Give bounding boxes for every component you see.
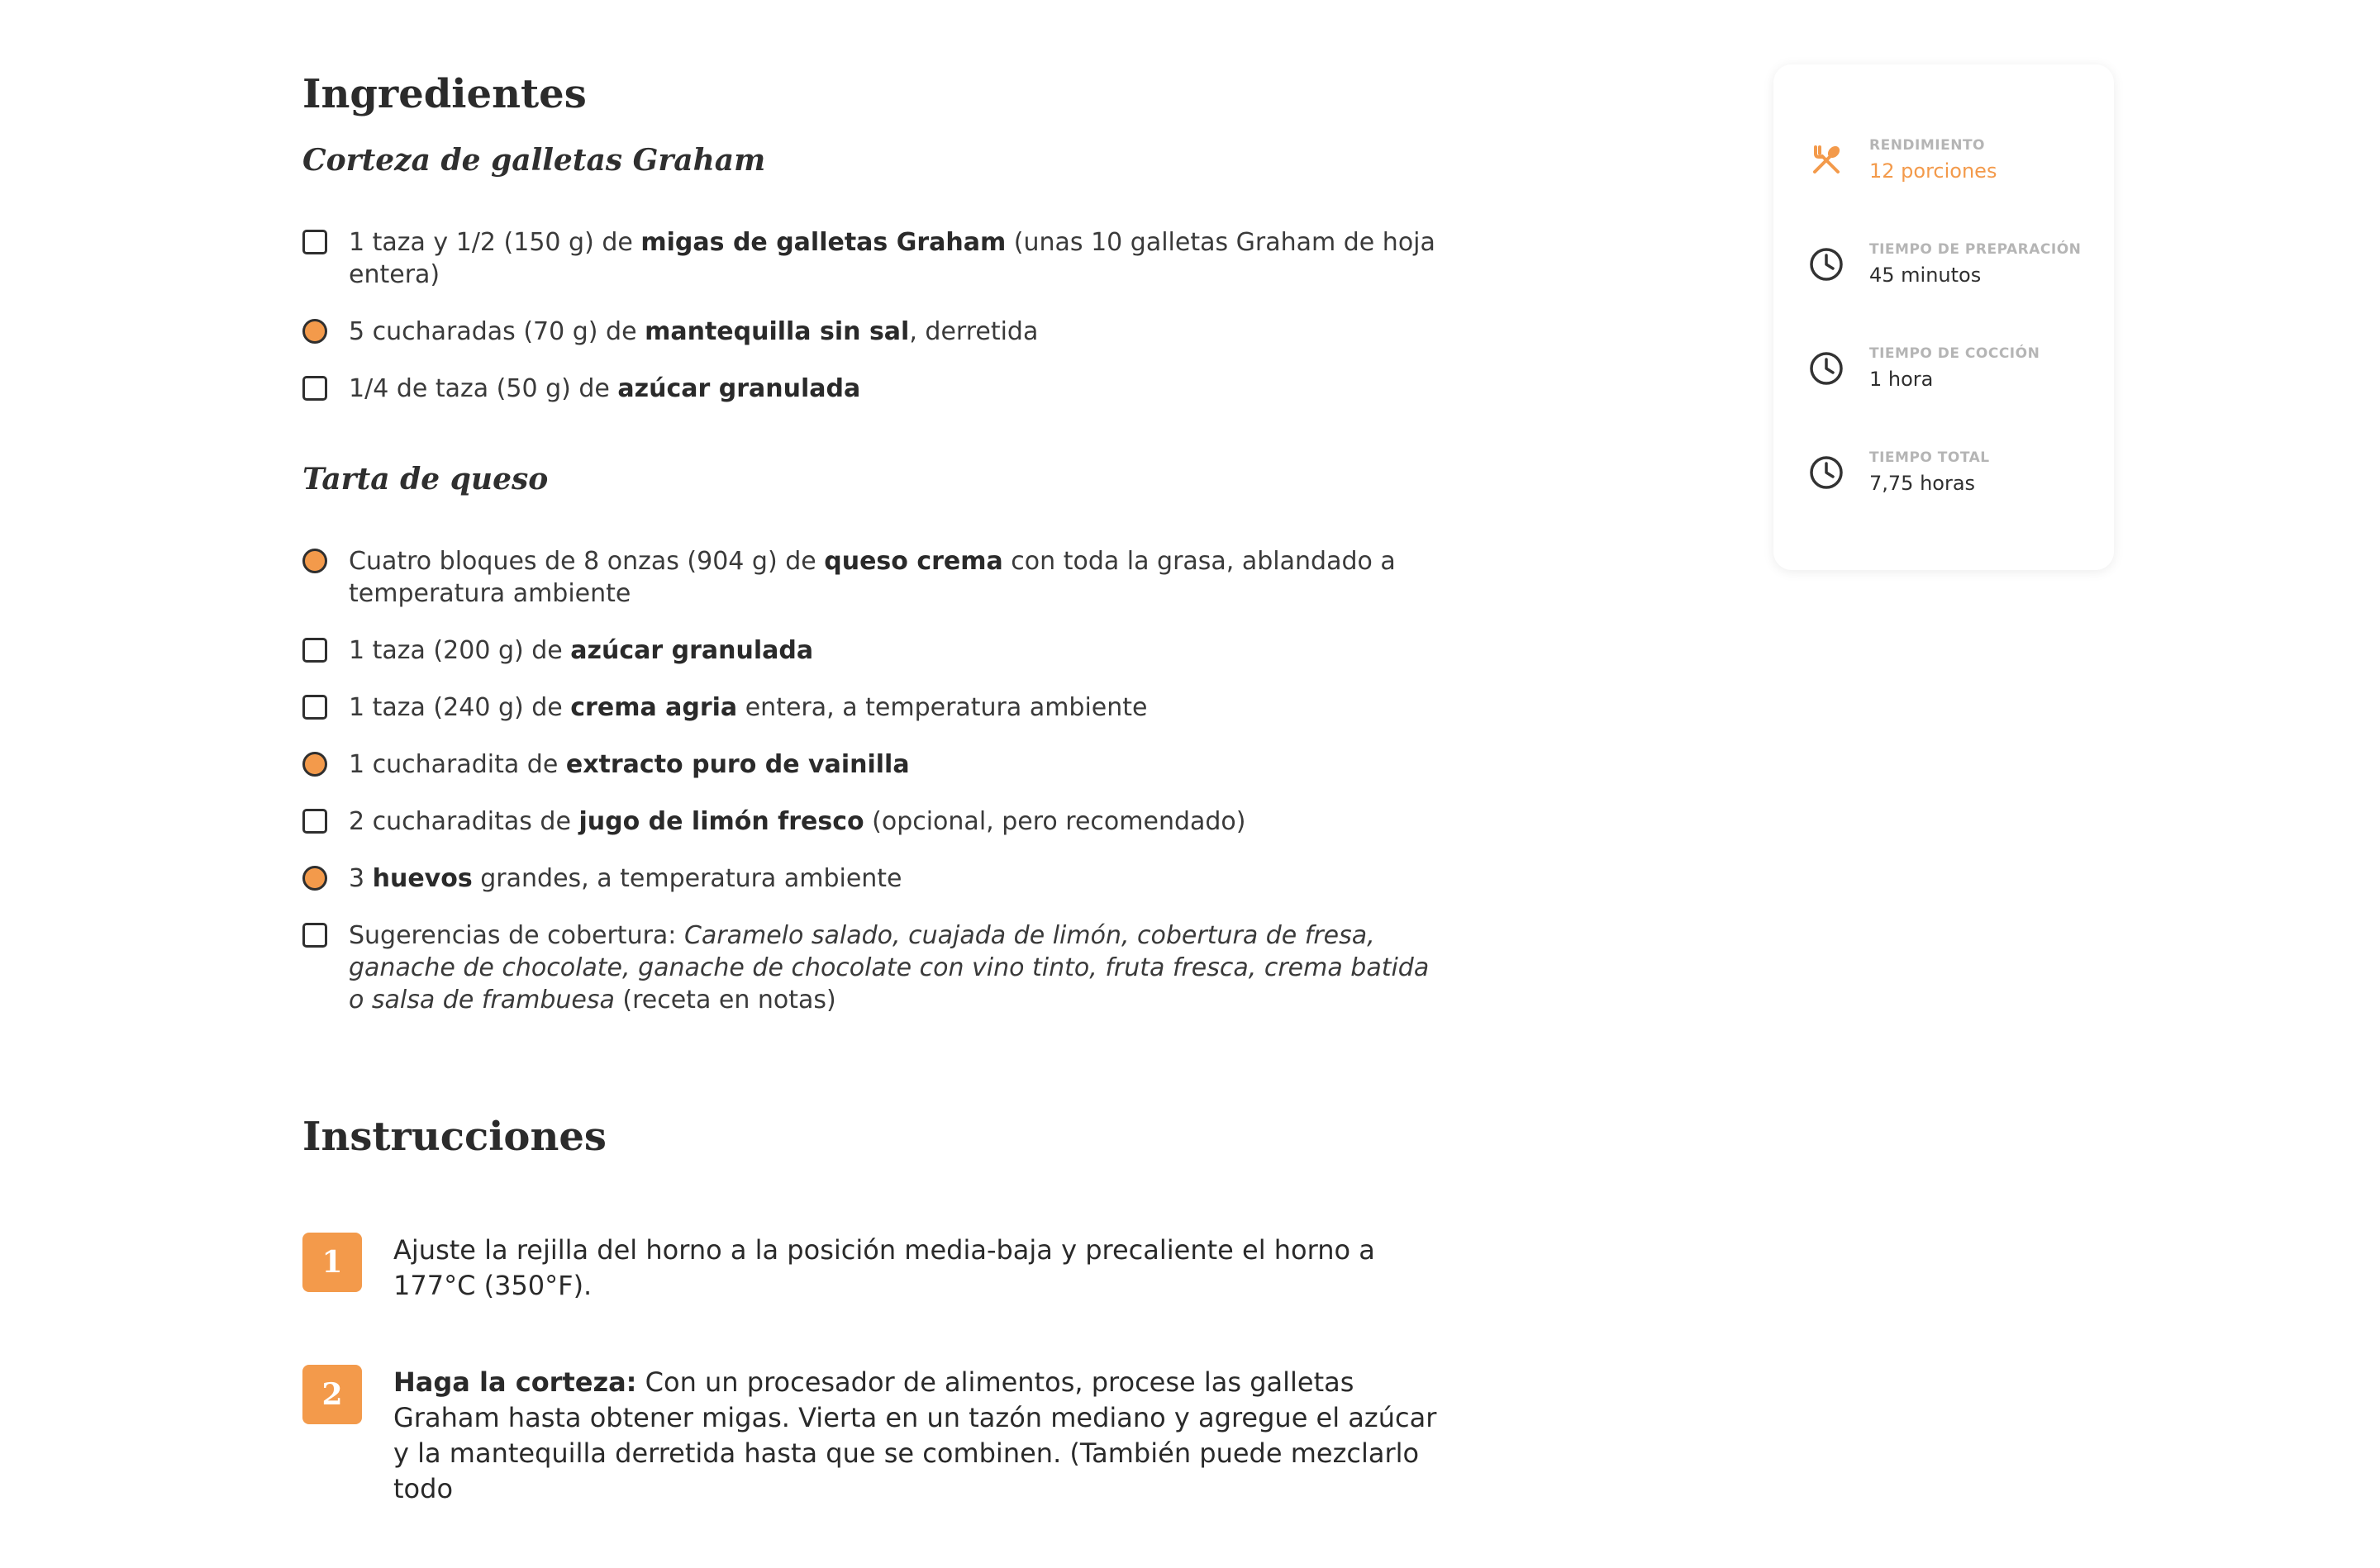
clock-icon [1808, 350, 1844, 387]
ingredient-checkbox-checked[interactable] [302, 319, 327, 344]
ingredient-checkbox-checked[interactable] [302, 549, 327, 573]
meta-value: 7,75 horas [1869, 472, 1976, 495]
section-title-cheesecake: Tarta de queso [302, 462, 549, 497]
ingredient-item[interactable]: 1 cucharadita de extracto puro de vainilla [302, 748, 1451, 781]
meta-cook-time [1773, 344, 2114, 448]
ingredient-checkbox[interactable] [302, 376, 327, 401]
ingredient-item[interactable]: 2 cucharaditas de jugo de limón fresco (opcional, pero recomendado) [302, 805, 1451, 838]
ingredient-checkbox-checked[interactable] [302, 866, 327, 891]
ingredient-checkbox-checked[interactable] [302, 752, 327, 777]
meta-prep-time [1773, 240, 2114, 344]
ingredient-item[interactable]: Cuatro bloques de 8 onzas (904 g) de queso crema con toda la grasa, ablandado a temperatura ambiente [302, 545, 1451, 610]
meta-label: RENDIMIENTO [1869, 137, 1985, 154]
recipe-main [302, 64, 1451, 1568]
instruction-step: 1 Ajuste la rejilla del horno a la posición media-baja y precaliente el horno a 177°C (350°F). [302, 1233, 1451, 1304]
ingredient-list-cheesecake [302, 545, 1451, 1016]
instructions-heading: Instrucciones [302, 1114, 607, 1160]
step-number-badge: 1 [302, 1233, 362, 1292]
meta-value: 1 hora [1869, 368, 1934, 391]
meta-label: TIEMPO TOTAL [1869, 449, 1990, 466]
ingredient-checkbox[interactable] [302, 809, 327, 834]
ingredient-item[interactable]: 1 taza (240 g) de crema agria entera, a temperatura ambiente [302, 691, 1451, 724]
section-title-crust: Corteza de galletas Graham [302, 143, 766, 178]
clock-icon [1808, 246, 1844, 283]
ingredient-item[interactable]: 1/4 de taza (50 g) de azúcar granulada [302, 373, 1451, 405]
ingredients-heading: Ingredientes [302, 71, 587, 117]
meta-label: TIEMPO DE COCCIÓN [1869, 345, 2040, 362]
clock-icon [1808, 454, 1844, 491]
recipe-meta-card [1773, 64, 2114, 570]
meta-yield [1773, 135, 2114, 240]
ingredient-checkbox[interactable] [302, 695, 327, 720]
step-number-badge: 2 [302, 1365, 362, 1424]
ingredient-item[interactable]: Sugerencias de cobertura: Caramelo salado, cuajada de limón, cobertura de fresa, ganache de chocolate, ganache de chocolate con vino tinto, fruta fresca, crema batida o salsa de frambuesa (receta en notas) [302, 919, 1451, 1016]
meta-value: 45 minutos [1869, 264, 1982, 287]
ingredient-item[interactable]: 3 huevos grandes, a temperatura ambiente [302, 862, 1451, 895]
ingredient-item[interactable]: 1 taza (200 g) de azúcar granulada [302, 634, 1451, 667]
ingredient-item[interactable]: 1 taza y 1/2 (150 g) de migas de galletas Graham (unas 10 galletas Graham de hoja entera) [302, 226, 1451, 291]
ingredient-checkbox[interactable] [302, 230, 327, 254]
instruction-step: 2 Haga la corteza: Con un procesador de alimentos, procese las galletas Graham hasta obtener migas. Vierta en un tazón mediano y agregue el azúcar y la mantequilla derretida hasta que se combinen. (También puede mezclarlo todo [302, 1365, 1451, 1507]
utensils-icon [1808, 142, 1844, 178]
ingredient-checkbox[interactable] [302, 638, 327, 663]
ingredient-list-crust [302, 226, 1451, 405]
meta-value: 12 porciones [1869, 159, 1997, 183]
meta-total-time [1773, 448, 2114, 552]
ingredient-checkbox[interactable] [302, 923, 327, 948]
instruction-steps [302, 1233, 1451, 1507]
ingredient-item[interactable]: 5 cucharadas (70 g) de mantequilla sin sal, derretida [302, 316, 1451, 348]
meta-label: TIEMPO DE PREPARACIÓN [1869, 241, 2082, 258]
